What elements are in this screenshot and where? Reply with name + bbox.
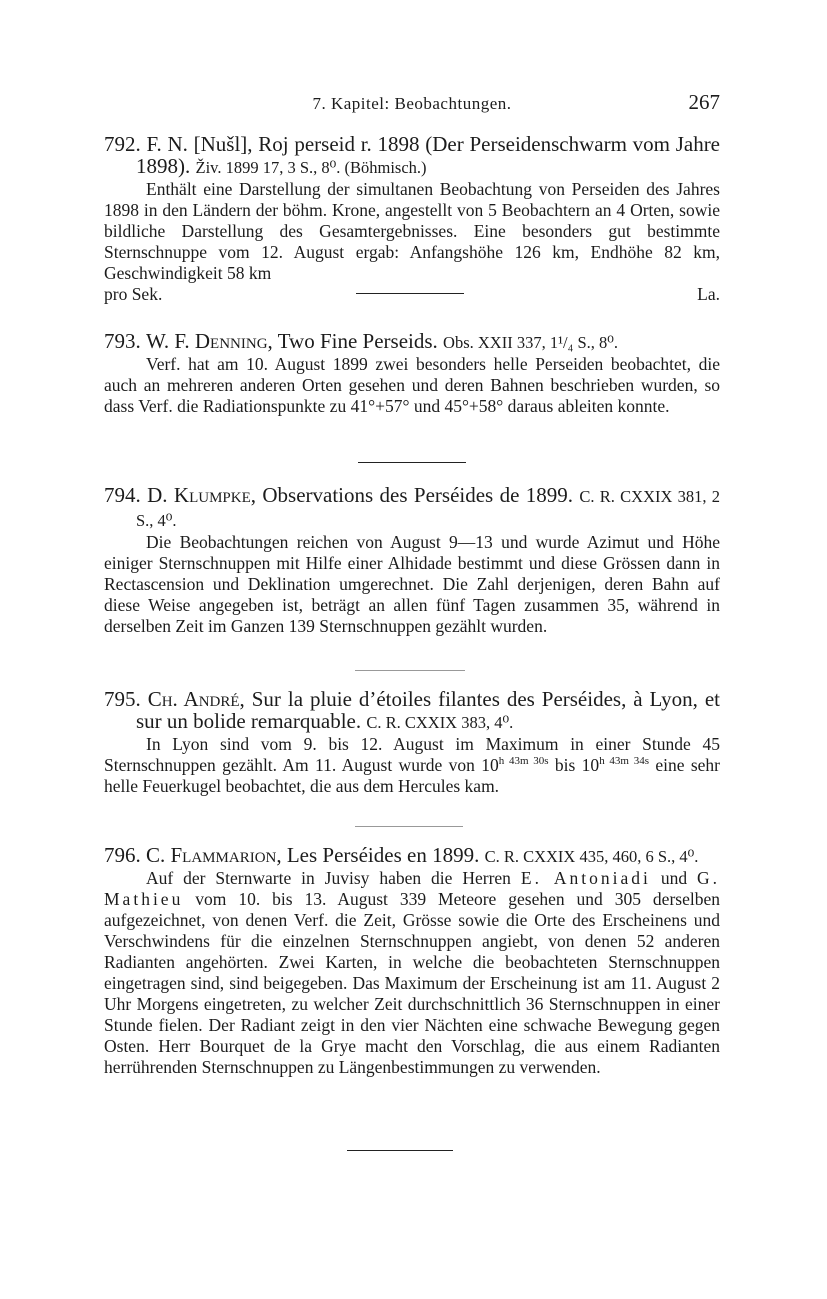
running-head: 7. Kapitel: Beobachtungen. [312, 94, 512, 113]
entry-795 [104, 688, 720, 797]
entry-author: Ch. André, [147, 687, 245, 711]
entry-body: Verf. hat am 10. August 1899 zwei besonders helle Perseiden beobachtet, die auch an mehreren anderen Orten gesehen und deren Bahnen beschrieben wurden, so dass Verf. die Radiationspunkte zu 41°+57° und 45°+58° daraus ableiten konnte. [104, 354, 720, 416]
entry-body [104, 868, 720, 1078]
entry-title: Roj perseid r. 1898 (Der Perseidenschwarm vom Jahre 1898). [136, 132, 721, 178]
entry-footer [104, 284, 720, 306]
entry-heading [104, 844, 720, 868]
entry-number: 796. [104, 843, 141, 867]
entry-citation: Živ. 1899 17, 3 S., 8⁰. (Böhmisch.) [195, 158, 427, 177]
entry-citation: C. R. CXXIX 383, 4⁰. [366, 713, 514, 732]
entry-body-part: und [660, 868, 688, 888]
entry-793 [104, 330, 720, 417]
entry-body: Die Beobachtungen reichen von August 9—13 und wurde Azimut und Höhe einiger Sternschnuppen mit Hilfe einer Alhidade bestimmt und diese Grössen dann in Rectascension und Deklination umgerechnet. Die Zahl derjenigen, deren Bahn auf diese Weise angegeben ist, beträgt an allen fünf Tagen zusammen 35, während in derselben Zeit im Ganzen 139 Sternschnuppen gezählt wurden. [104, 532, 720, 636]
entry-body-part: vom 10. bis 13. August 339 Meteore gesehen und 305 derselben aufgezeichnet, von denen Verf. die Zeit, Grösse sowie die Orte des Erscheinens und Verschwindens für die einzelnen Sternschnuppen angiebt, von denen 52 anderen Radianten angehörten. Zwei Karten, in welche die beobachteten Sternschnuppen eingetragen sind, sind beigegeben. Das Maximum der Erscheinung ist am 11. August 2 Uhr Morgens eingetreten, zu welcher Zeit durchschnittlich 36 Sternschnuppen in einer Stunde fielen. Der Radiant zeigt in den vier Nächten eine schwache Bewegung gegen Osten. Herr Bourquet de la Grye macht den Vorschlag, die aus einem Radianten herrührenden Sternschnuppen zu Längenbestimmungen zu verwenden. [104, 889, 720, 1077]
page-header [104, 90, 720, 120]
entry-body-part: eine sehr helle Feuerkugel beobachtet, die aus dem Hercules kam. [104, 755, 720, 796]
entry-body-part: bis 10 [554, 755, 600, 775]
entry-separator [355, 826, 463, 827]
entry-citation: Obs. XXII 337, 1¹/₄ S., 8⁰. [443, 333, 619, 352]
entry-author: W. F. Denning, [146, 329, 273, 353]
entry-author: F. N. [Nušl], [146, 132, 253, 156]
entry-separator [356, 293, 464, 294]
entry-separator [358, 462, 466, 463]
entry-number: 792. [104, 132, 141, 156]
entry-citation: C. R. CXXIX 381, 2 S., 4⁰. [136, 487, 721, 530]
entry-number: 793. [104, 329, 141, 353]
person-name: E. Antoniadi [520, 868, 651, 888]
entry-author: C. Flammarion, [146, 843, 282, 867]
time-value: h 43m 34s [599, 755, 649, 768]
entry-heading [104, 688, 720, 734]
entry-body [104, 734, 720, 797]
entry-body-end: pro Sek. [104, 284, 163, 304]
entry-separator [347, 1150, 453, 1151]
entry-citation: C. R. CXXIX 435, 460, 6 S., 4⁰. [484, 847, 699, 866]
entry-heading [104, 330, 720, 354]
entry-796 [104, 844, 720, 1078]
time-value: h 43m 30s [498, 755, 549, 768]
entry-heading [104, 484, 720, 532]
entry-separator [355, 670, 465, 671]
person-name: G. Mathieu [104, 868, 721, 909]
entry-title: Two Fine Perseids. [277, 329, 438, 353]
entry-792 [104, 133, 720, 306]
entry-body-part: In Lyon sind vom 9. bis 12. August im Maximum in einer Stunde 45 Sternschnuppen gezählt. Am 11. August wurde von 10 [104, 734, 720, 775]
entry-title: Les Perséides en 1899. [286, 843, 480, 867]
entry-number: 794. [104, 483, 141, 507]
reviewer-signature: La. [697, 284, 720, 304]
entry-body: Enthält eine Darstellung der simultanen Beobachtung von Perseiden des Jahres 1898 in den Ländern der böhm. Krone, angestellt von 5 Beobachtern an 4 Orten, sowie bildliche Darstellung des Gesamtergebnisses. Eine besonders gut bestimmte Sternschnuppe vom 12. August ergab: Anfangshöhe 126 km, Endhöhe 82 km, Geschwindigkeit 58 km [104, 179, 720, 283]
entry-heading [104, 133, 720, 179]
entry-author: D. Klumpke, [147, 483, 256, 507]
entry-body-part: Auf der Sternwarte in Juvisy haben die Herren [146, 868, 511, 888]
entry-794 [104, 484, 720, 637]
entry-title: Sur la pluie d’étoiles filantes des Perséides, à Lyon, et sur un bolide remarquable. [136, 687, 721, 733]
entry-number: 795. [104, 687, 141, 711]
page-number: 267 [688, 90, 720, 114]
entry-title: Observations des Perséides de 1899. [262, 483, 574, 507]
